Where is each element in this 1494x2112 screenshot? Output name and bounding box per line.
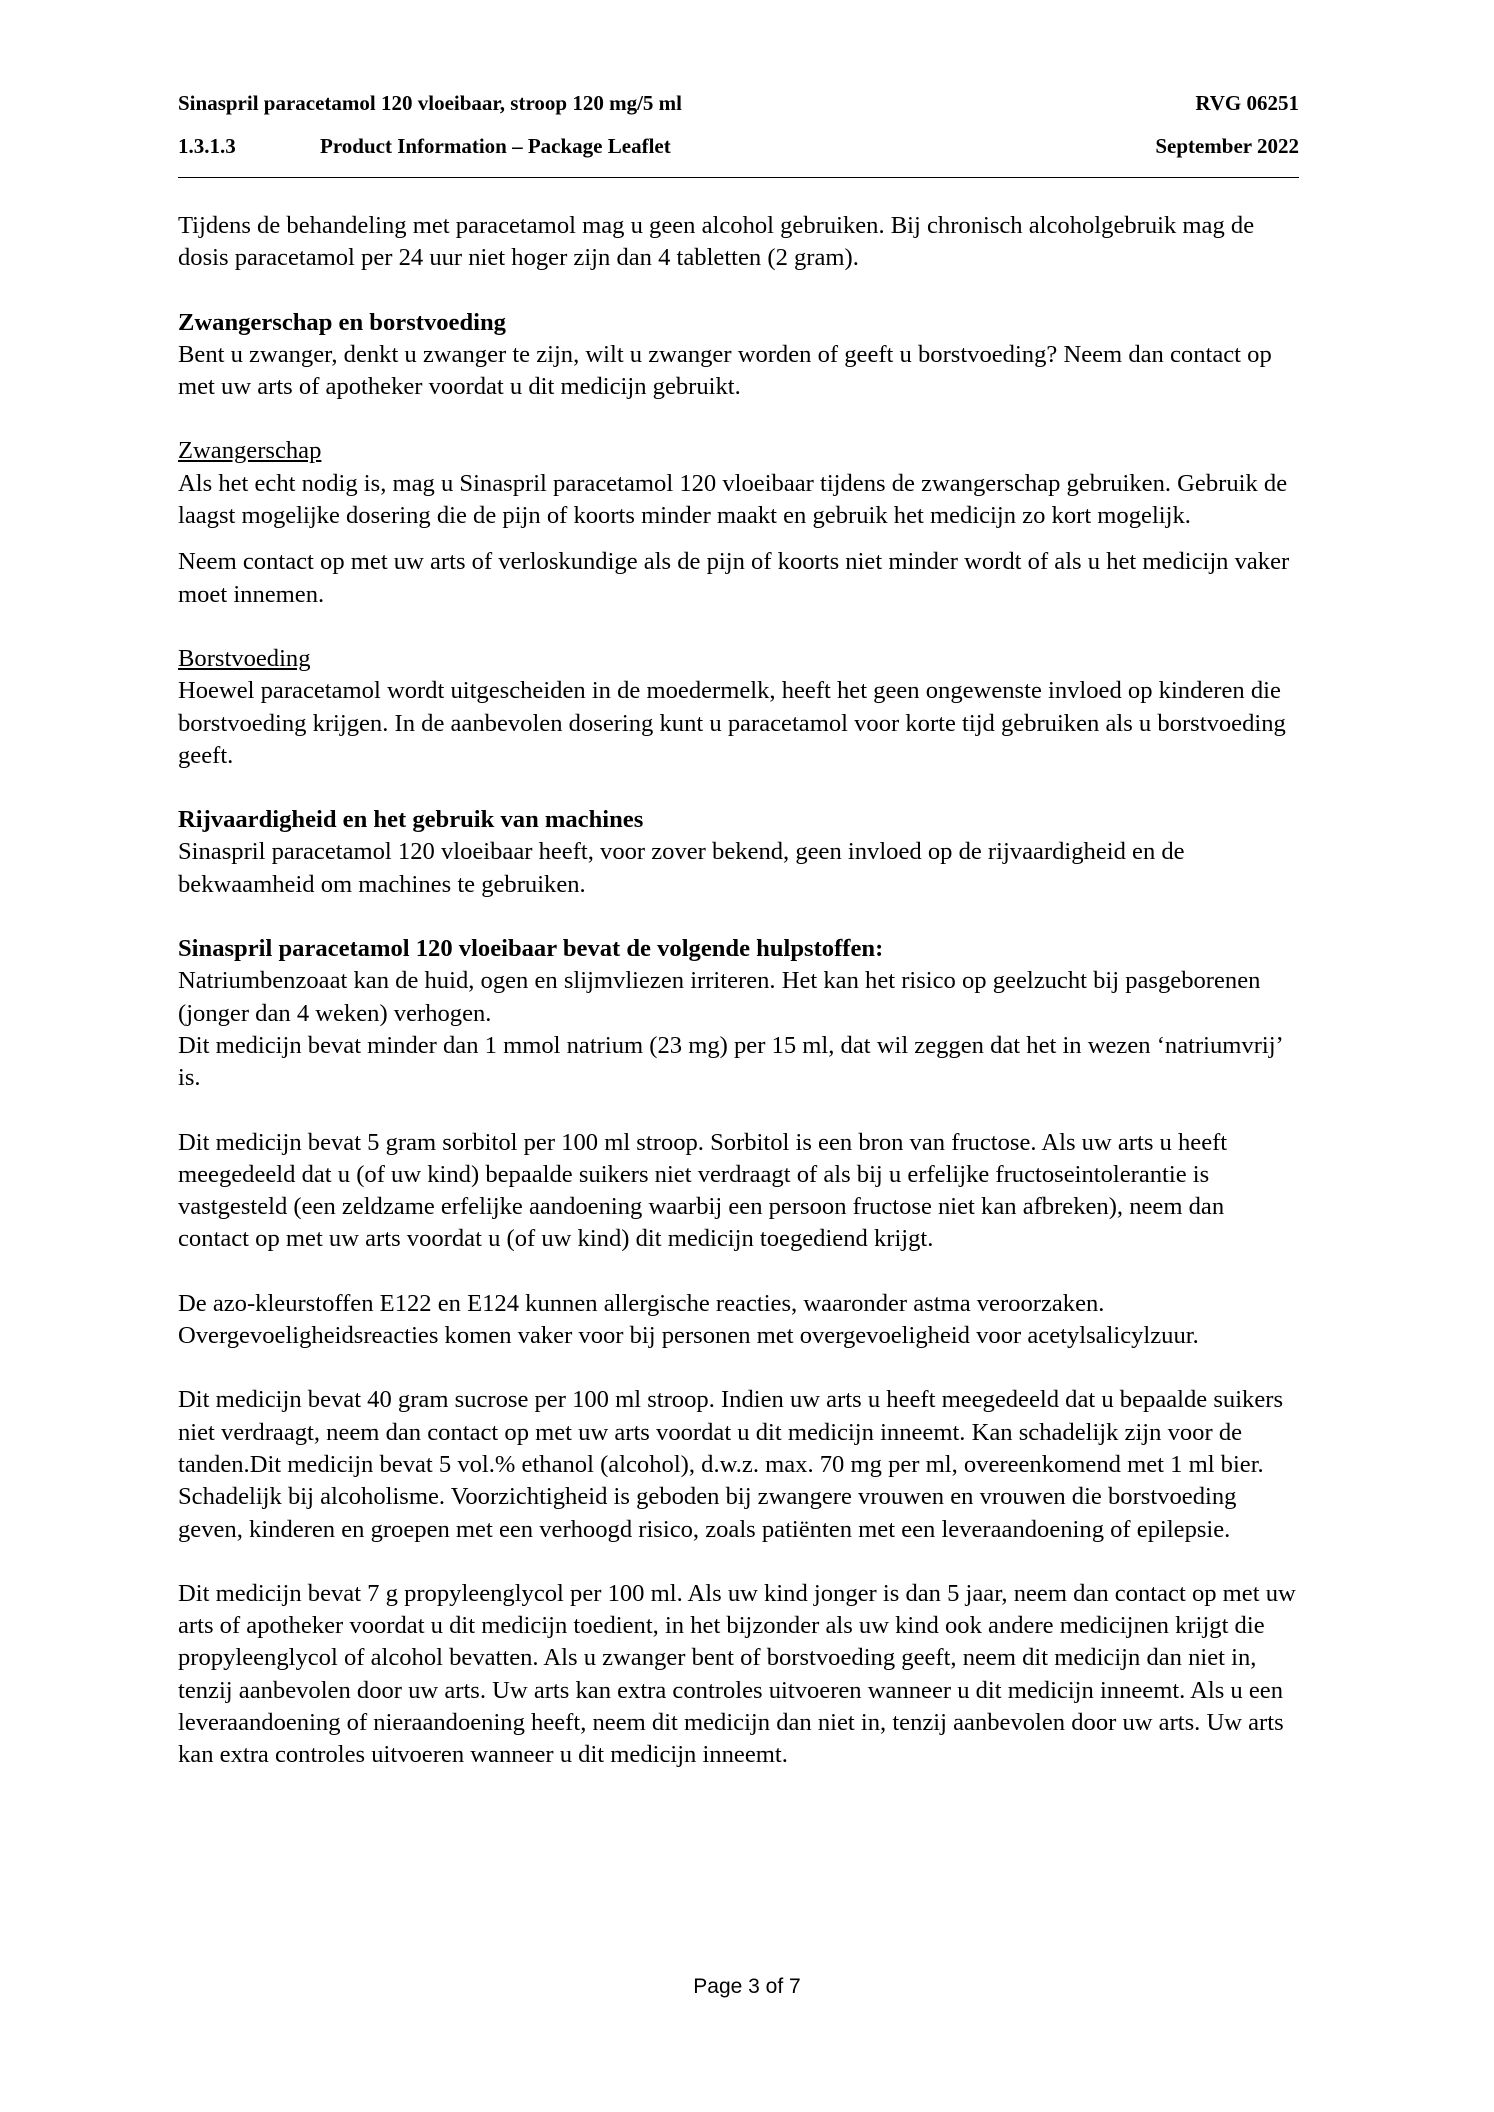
driving-text: Sinaspril paracetamol 120 vloeibaar heeft, voor zover bekend, geen invloed op de rijvaardigheid en de bekwaamheid om machines te gebruiken. bbox=[178, 838, 1185, 898]
page-header bbox=[178, 88, 1299, 161]
excipients-text-2: Dit medicijn bevat minder dan 1 mmol natrium (23 mg) per 15 ml, dat wil zeggen dat het in wezen ‘natriumvrij’ is. bbox=[178, 1031, 1282, 1092]
azo-text: De azo-kleurstoffen E122 en E124 kunnen allergische reacties, waaronder astma veroorzaken. Overgevoeligheidsreacties komen vaker voor bij personen met overgevoeligheid voor acetylsalicylzuur. bbox=[178, 1289, 1199, 1350]
pregnancy-text-1: Als het echt nodig is, mag u Sinaspril paracetamol 120 vloeibaar tijdens de zwangerschap gebruiken. Gebruik de laagst mogelijke dosering die de pijn of koorts minder maakt en gebruik het medicijn zo kort mogelijk. bbox=[178, 469, 1288, 530]
pregnancy-heading: Zwangerschap en borstvoeding bbox=[178, 308, 506, 336]
rvg-number: RVG 06251 bbox=[1195, 91, 1299, 115]
section-title: Product Information – Package Leaflet bbox=[320, 134, 671, 158]
excipients-text-1: Natriumbenzoaat kan de huid, ogen en slijmvliezen irriteren. Het kan het risico op geelzucht bij pasgeborenen (jonger dan 4 weken) verhogen. bbox=[178, 967, 1261, 1027]
section-number: 1.3.1.3 bbox=[178, 134, 236, 158]
header-divider bbox=[178, 177, 1299, 178]
product-title: Sinaspril paracetamol 120 vloeibaar, stroop 120 mg/5 ml bbox=[178, 91, 682, 115]
page-number: Page 3 of 7 bbox=[693, 1975, 801, 1998]
header-row-2 bbox=[178, 131, 1299, 161]
alcohol-paragraph: Tijdens de behandeling met paracetamol mag u geen alcohol gebruiken. Bij chronisch alcoholgebruik mag de dosis paracetamol per 24 uur niet hoger zijn dan 4 tabletten (2 gram). bbox=[178, 212, 1255, 272]
page-content bbox=[178, 210, 1298, 1772]
header-row-1 bbox=[178, 88, 1299, 118]
pregnancy-subheading: Zwangerschap bbox=[178, 437, 322, 465]
excipients-heading: Sinaspril paracetamol 120 vloeibaar bevat de volgende hulpstoffen: bbox=[178, 935, 884, 963]
pregnancy-text-2: Neem contact op met uw arts of verloskundige als de pijn of koorts niet minder wordt of als u het medicijn vaker moet innemen. bbox=[178, 548, 1290, 608]
driving-heading: Rijvaardigheid en het gebruik van machines bbox=[178, 806, 644, 834]
breastfeeding-text: Hoewel paracetamol wordt uitgescheiden in de moedermelk, heeft het geen ongewenste invloed op kinderen die borstvoeding krijgen. In de aanbevolen dosering kunt u paracetamol voor korte tijd gebruiken als u borstvoeding geeft. bbox=[178, 677, 1286, 769]
pregnancy-intro: Bent u zwanger, denkt u zwanger te zijn, wilt u zwanger worden of geeft u borstvoeding? Neem dan contact op met uw arts of apotheker voordat u dit medicijn gebruikt. bbox=[178, 340, 1272, 401]
breastfeeding-subheading: Borstvoeding bbox=[178, 644, 311, 672]
sucrose-text: Dit medicijn bevat 40 gram sucrose per 100 ml stroop. Indien uw arts u heeft meegedeeld dat u bepaalde suikers niet verdraagt, neem dan contact op met uw arts voordat u dit medicijn inneemt. Kan schadelijk zijn voor de tanden.Dit medicijn bevat 5 vol.% ethanol (alcohol), d.w.z. max. 70 mg per ml, overeenkomend met 1 ml bier. Schadelijk bij alcoholisme. Voorzichtigheid is geboden bij zwangere vrouwen en vrouwen die borstvoeding geven, kinderen en groepen met een verhoogd risico, zoals patiënten met een leveraandoening of epilepsie. bbox=[178, 1386, 1284, 1543]
document-date: September 2022 bbox=[1155, 134, 1299, 158]
propylene-text: Dit medicijn bevat 7 g propyleenglycol per 100 ml. Als uw kind jonger is dan 5 jaar, neem dan contact op met uw arts of apotheker voordat u dit medicijn toedient, in het bijzonder als uw kind ook andere medicijnen krijgt die propyleenglycol of alcohol bevatten. Als u zwanger bent of borstvoeding geeft, neem dit medicijn dan niet in, tenzij aanbevolen door uw arts. Uw arts kan extra controles uitvoeren wanneer u dit medicijn inneemt. Als u een leveraandoening of nieraandoening heeft, neem dit medicijn dan niet in, tenzij aanbevolen door uw arts. Uw arts kan extra controles uitvoeren wanneer u dit medicijn inneemt. bbox=[178, 1579, 1296, 1769]
sorbitol-text: Dit medicijn bevat 5 gram sorbitol per 100 ml stroop. Sorbitol is een bron van fructose. Als uw arts u heeft meegedeeld dat u (of uw kind) bepaalde suikers niet verdraagt of als bij u erfelijke fructoseintolerantie is vastgesteld (een zeldzame erfelijke aandoening waarbij een persoon fructose niet kan afbreken), neem dan contact op met uw arts voordat u (of uw kind) dit medicijn toegediend krijgt. bbox=[178, 1128, 1228, 1253]
